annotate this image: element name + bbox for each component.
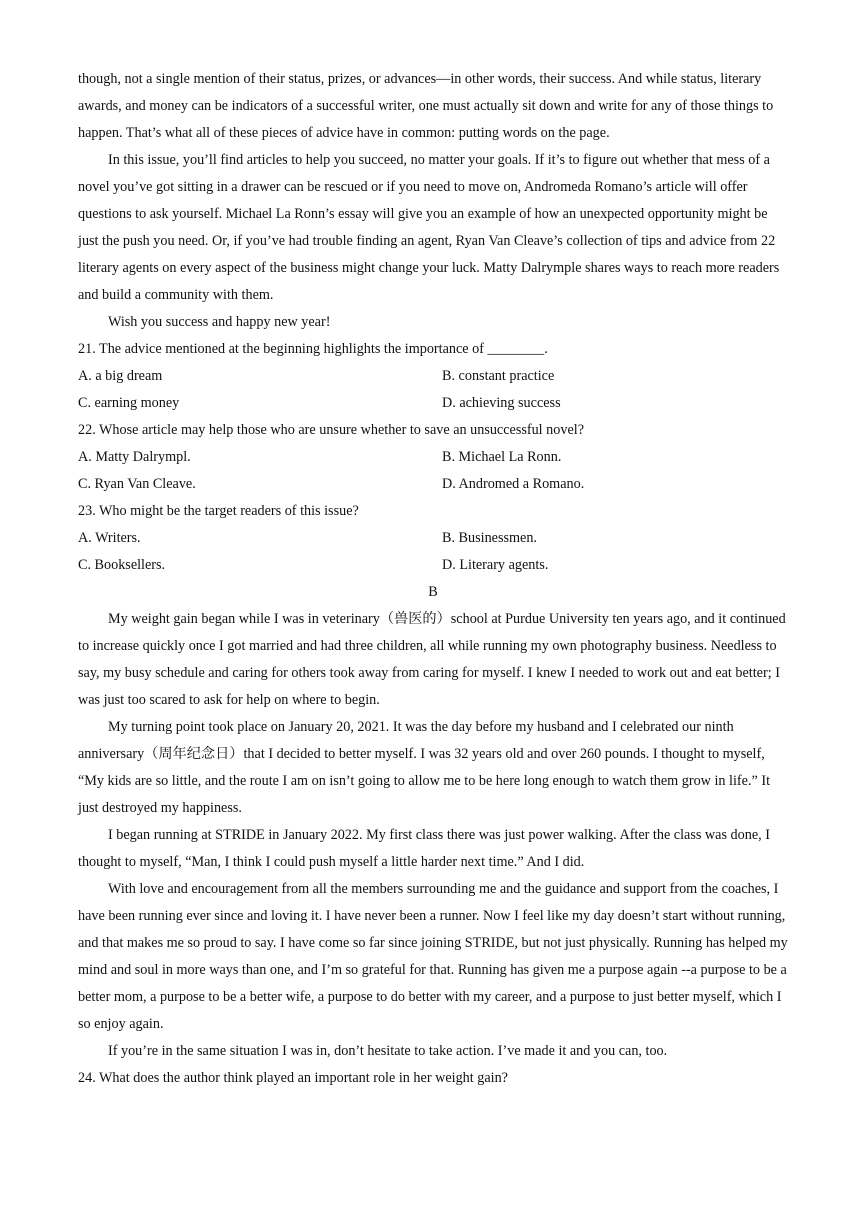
section-heading: B	[428, 584, 438, 600]
passage-a-closing: Wish you success and happy new year!	[108, 314, 331, 330]
passage-b-paragraph: With love and encouragement from all the members surrounding me and the guidance and support from the coaches, I have been running ever since and loving it. I have never been a runner. Now I feel like my day doesn’t start without running, and that makes me so proud to say. I have come so far since joining STRIDE, but not just physically. Running has helped my mind and soul in more ways than one, and I’m so grateful for that. Running has given me a purpose again --a purpose to be a better mom, a purpose to be a better wife, a purpose to do better with my career, and a purpose to just better myself, which I so enjoy again.	[78, 881, 788, 1032]
question-23	[78, 498, 788, 579]
option-a: A. Writers.	[78, 530, 141, 546]
option-a: A. a big dream	[78, 368, 163, 384]
option-b: B. Michael La Ronn.	[442, 449, 562, 465]
option-d: D. achieving success	[442, 395, 561, 411]
option-a: A. Matty Dalrympl.	[78, 449, 191, 465]
option-b: B. Businessmen.	[442, 530, 537, 546]
document-page	[78, 66, 788, 1092]
passage-b-paragraph: My turning point took place on January 20, 2021. It was the day before my husband and I celebrated our ninth anniversary（周年纪念日）that I decided to better myself. I was 32 years old and over 260 pounds. I thought to myself, “My kids are so little, and the route I am on isn’t going to allow me to be here long enough to watch them grow in life.” It just destroyed my happiness.	[78, 719, 771, 816]
question-stem: 21. The advice mentioned at the beginning highlights the importance of ________.	[78, 341, 548, 357]
option-b: B. constant practice	[442, 368, 555, 384]
option-c: C. Booksellers.	[78, 557, 166, 573]
question-24-stem: 24. What does the author think played an important role in her weight gain?	[78, 1070, 508, 1086]
passage-a-paragraph: In this issue, you’ll find articles to help you succeed, no matter your goals. If it’s to figure out whether that mess of a novel you’ve got sitting in a drawer can be rescued or if you need to move on, Andromeda Romano’s article will offer questions to ask yourself. Michael La Ronn’s essay will give you an example of how an unexpected opportunity might be just the push you need. Or, if you’ve had trouble finding an agent, Ryan Van Cleave’s collection of tips and advice from 22 literary agents on every aspect of the business might change your luck. Matty Dalrymple shares ways to reach more readers and build a community with them.	[78, 152, 780, 303]
question-21	[78, 336, 788, 417]
passage-a-paragraph: though, not a single mention of their status, prizes, or advances—in other words, their success. And while status, literary awards, and money can be indicators of a successful writer, one must actually sit down and write for any of those things to happen. That’s what all of these pieces of advice have in common: putting words on the page.	[78, 71, 774, 141]
question-22	[78, 417, 788, 498]
question-stem: 23. Who might be the target readers of this issue?	[78, 503, 359, 519]
option-d: D. Literary agents.	[442, 557, 549, 573]
option-c: C. Ryan Van Cleave.	[78, 476, 196, 492]
option-d: D. Andromed a Romano.	[442, 476, 585, 492]
question-stem: 22. Whose article may help those who are unsure whether to save an unsuccessful novel?	[78, 422, 584, 438]
option-c: C. earning money	[78, 395, 180, 411]
passage-b-paragraph: If you’re in the same situation I was in, don’t hesitate to take action. I’ve made it and you can, too.	[108, 1043, 668, 1059]
passage-b-paragraph: I began running at STRIDE in January 2022. My first class there was just power walking. After the class was done, I thought to myself, “Man, I think I could push myself a little harder next time.” And I did.	[78, 827, 770, 870]
passage-b-paragraph: My weight gain began while I was in veterinary（兽医的）school at Purdue University ten years ago, and it continued to increase quickly once I got married and had three children, all while running my own photography business. Needless to say, my busy schedule and caring for others took away from caring for myself. I knew I needed to work out and eat better; I was just too scared to ask for help on where to begin.	[78, 611, 786, 708]
